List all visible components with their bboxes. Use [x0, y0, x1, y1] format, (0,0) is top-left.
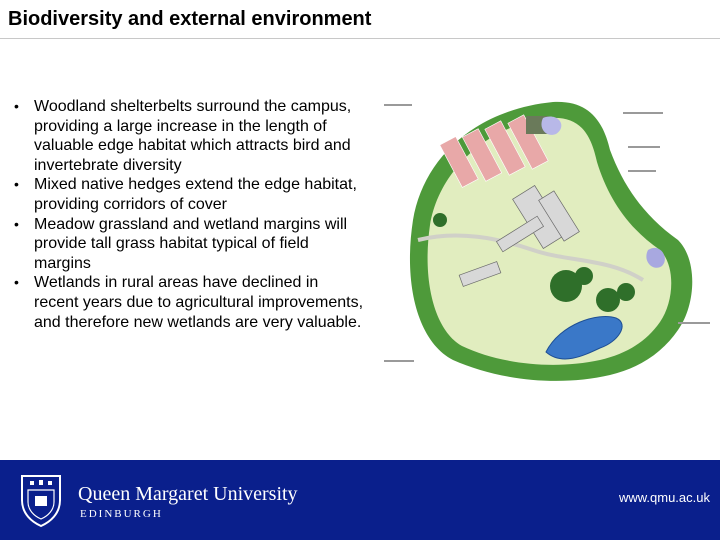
bullet-icon: •	[14, 274, 19, 291]
bullet-text: Meadow grassland and wetland margins will provide tall grass habitat typical of field margins	[34, 215, 348, 272]
university-city: EDINBURGH	[80, 508, 163, 520]
bullet-text: Mixed native hedges extend the edge habitat, providing corridors of cover	[34, 176, 357, 213]
bullet-icon: •	[14, 176, 19, 193]
university-crest-icon	[14, 472, 68, 528]
slide-title: Biodiversity and external environment	[8, 8, 372, 30]
bullet-item	[14, 175, 366, 214]
title-divider	[0, 38, 720, 39]
bullet-text: Woodland shelterbelts surround the campus, providing a large increase in the length of valuable edge habitat which attracts bird and invertebrate diversity	[34, 98, 352, 174]
bullet-icon: •	[14, 215, 19, 232]
university-url[interactable]: www.qmu.ac.uk	[618, 490, 710, 505]
bullet-icon: •	[14, 98, 19, 114]
campus-site-plan	[378, 90, 720, 400]
university-name: Queen Margaret University	[78, 483, 298, 505]
bullet-item	[14, 97, 366, 175]
bullet-item	[14, 215, 366, 274]
bullet-text: Wetlands in rural areas have declined in recent years due to agricultural improvements, and therefore new wetlands are very valuable.	[34, 274, 364, 331]
bullet-item	[14, 273, 366, 332]
bullet-list	[14, 97, 366, 332]
